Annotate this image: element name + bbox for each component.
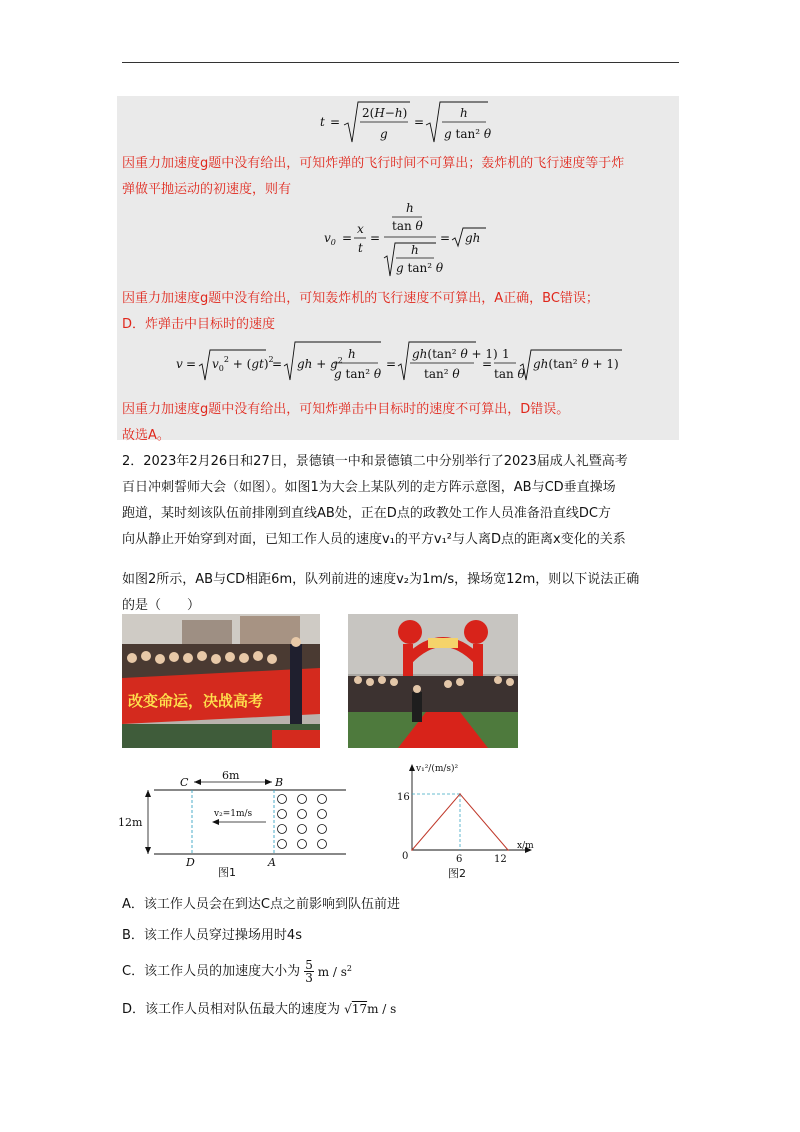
svg-text:=: =: [272, 357, 283, 371]
svg-text:=: =: [330, 115, 341, 129]
fig1-label-d: D: [186, 856, 195, 869]
svg-text:v02 + (gt)2: $v_0^2 + (gt)^2$: [212, 355, 274, 373]
svg-text:=: =: [386, 357, 397, 371]
formula-time: [318, 98, 498, 148]
option-c[interactable]: [122, 959, 352, 984]
svg-text:=: =: [342, 231, 353, 245]
option-d-text: D．该工作人员相对队伍最大的速度为: [122, 1002, 341, 1017]
ceremony-photo-2: [348, 614, 518, 748]
question-line-1: 2．2023年2月26日和27日，景德镇一中和景德镇二中分别举行了2023届成人礼暨高考: [122, 454, 628, 469]
option-b[interactable]: B．该工作人员穿过操场用时4s: [122, 928, 302, 943]
figure-1-diagram: [118, 768, 350, 880]
solution-line-3: 因重力加速度g题中没有给出，可知轰炸机的飞行速度不可算出，A正确，BC错误；: [122, 291, 599, 306]
fig1-caption: 图1: [218, 866, 236, 879]
svg-text:gh + g2: gh + $g^2$: [297, 356, 343, 371]
header-rule: [122, 62, 679, 63]
svg-text:gh(tan² θ + 1): gh(tan² θ + 1): [412, 347, 498, 361]
fig1-distance-label: 6m: [222, 769, 240, 782]
solution-line-5: 因重力加速度g题中没有给出，可知炸弹击中目标时的速度不可算出，D错误。: [122, 402, 570, 417]
question-line-2: 百日冲刺誓师大会（如图）。如图1为大会上某队列的走方阵示意图，AB与CD垂直操场: [122, 480, 616, 495]
data-point: [459, 793, 461, 795]
fig2-caption: 图2: [448, 867, 466, 880]
option-d-value: √17m / s: [344, 1002, 397, 1016]
option-a[interactable]: A．该工作人员会在到达C点之前影响到队伍前进: [122, 897, 400, 912]
svg-text:2(H−h): 2(H−h): [362, 106, 408, 120]
svg-text:tan θ: tan θ: [392, 219, 423, 233]
data-point: [507, 849, 509, 851]
figure-2-chart: [396, 758, 544, 880]
svg-text:=: =: [482, 357, 493, 371]
formula-initial-velocity: [324, 200, 494, 280]
svg-text:g tan² θ: g tan² θ: [334, 367, 382, 381]
chart-xlabel: x/m: [517, 841, 534, 851]
data-point: [411, 849, 413, 851]
chart-x-tick-12: 12: [494, 854, 507, 865]
svg-text:g tan² θ: g tan² θ: [396, 261, 444, 275]
solution-line-4: D．炸弹击中目标时的速度: [122, 317, 276, 332]
svg-text:gh: gh: [465, 231, 481, 245]
question-line-5: 如图2所示，AB与CD相距6m，队列前进的速度v₂为1m/s，操场宽12m，则以下说法正确: [122, 572, 640, 587]
solution-line-1: 因重力加速度g题中没有给出，可知炸弹的飞行时间不可算出；轰炸机的飞行速度等于炸: [122, 156, 625, 171]
question-line-6: 的是（ ）: [122, 598, 201, 613]
option-d[interactable]: [122, 998, 396, 1017]
svg-text:=: =: [186, 357, 197, 371]
ceremony-photo-1: [122, 614, 320, 748]
svg-text:v0: $v_0$: [324, 231, 336, 247]
chart-peak-tick: 16: [397, 792, 410, 803]
svg-text:tan θ: tan θ: [494, 367, 525, 381]
fig1-label-a: A: [268, 856, 276, 869]
svg-text:=: =: [370, 231, 381, 245]
question-line-4: 向从静止开始穿到对面，已知工作人员的速度v₁的平方v₁²与人离D点的距离x变化的关系: [122, 532, 626, 547]
fig1-label-c: C: [180, 776, 189, 789]
svg-text:t: t: [358, 241, 363, 255]
svg-text:tan² θ: tan² θ: [424, 367, 460, 381]
formula-impact-velocity: [176, 338, 626, 388]
svg-text:=: =: [440, 231, 451, 245]
fig1-speed-label: v₂=1m/s: [214, 809, 253, 819]
banner-text: 改变命运，决战高考: [128, 692, 264, 710]
svg-text:g: g: [380, 127, 388, 141]
svg-text:h: h: [406, 201, 414, 215]
option-c-value: $\frac{5}{3}$ m / $s^2$: [305, 958, 352, 985]
svg-text:=: =: [414, 115, 425, 129]
svg-text:h: h: [411, 243, 419, 257]
solution-line-2: 弹做平抛运动的初速度，则有: [122, 182, 292, 197]
question-line-3: 跑道，某时刻该队伍前排刚到直线AB处，正在D点的政教处工作人员准备沿直线DC方: [122, 506, 611, 521]
svg-text:t: t: [320, 115, 325, 129]
svg-text:g tan² θ: g tan² θ: [444, 127, 492, 141]
chart-ylabel: v₁²/(m/s)²: [416, 764, 459, 774]
svg-text:1: 1: [502, 347, 510, 361]
chart-origin: 0: [402, 851, 409, 862]
fig1-width-label: 12m: [118, 816, 143, 829]
svg-text:h: h: [348, 347, 356, 361]
svg-text:gh(tan² θ + 1): gh(tan² θ + 1): [533, 357, 619, 371]
chart-x-tick-6: 6: [456, 854, 463, 865]
option-c-text: C．该工作人员的加速度大小为: [122, 964, 301, 979]
solution-line-6: 故选A。: [122, 428, 170, 443]
svg-text:v: v: [176, 357, 183, 371]
fig1-label-b: B: [275, 776, 284, 789]
svg-text:h: h: [460, 106, 468, 120]
svg-text:x: x: [357, 222, 364, 236]
